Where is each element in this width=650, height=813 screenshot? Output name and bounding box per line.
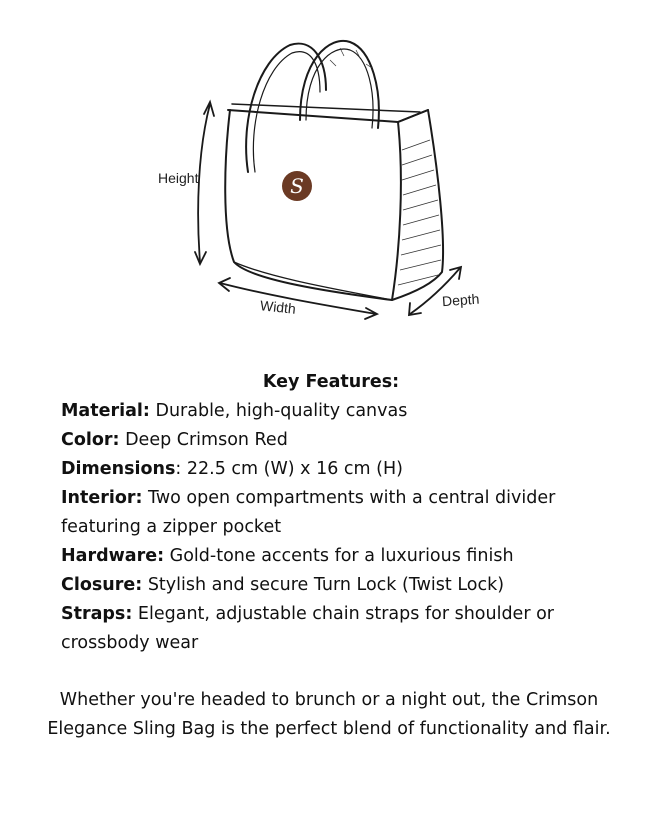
bag-illustration [0, 0, 650, 340]
feature-value: Stylish and secure Turn Lock (Twist Lock) [142, 575, 505, 595]
feature-value: Durable, high-quality canvas [149, 401, 408, 421]
width-arrow [220, 283, 376, 314]
height-arrow [198, 104, 210, 262]
feature-label: Hardware: [61, 546, 165, 566]
feature-label: Material: [61, 401, 150, 421]
feature-label: Color: [61, 430, 120, 450]
feature-material [61, 397, 601, 426]
feature-interior [61, 484, 601, 542]
brand-logo-letter: S [290, 174, 304, 198]
key-features-title: Key Features: [262, 372, 400, 392]
feature-label: Closure: [61, 575, 143, 595]
feature-value: Deep Crimson Red [119, 430, 288, 450]
feature-value: Gold-tone accents for a luxurious finish [164, 546, 514, 566]
feature-value: Elegant, adjustable chain straps for shoulder or crossbody wear [61, 604, 554, 653]
feature-straps [61, 600, 601, 658]
width-label: Width [259, 297, 297, 317]
closing-paragraph: Whether you're headed to brunch or a night out, the Crimson Elegance Sling Bag is the perfect blend of functionality and flair. [47, 690, 611, 739]
feature-label: Straps: [61, 604, 133, 624]
feature-closure [61, 571, 601, 600]
key-features-section [61, 368, 601, 658]
bag-front-panel [225, 110, 401, 300]
depth-label: Depth [441, 290, 480, 310]
feature-label: Interior: [61, 488, 143, 508]
feature-hardware [61, 542, 601, 571]
feature-label: Dimensions [61, 459, 176, 479]
height-label: Height [158, 170, 199, 186]
feature-dimensions [61, 455, 601, 484]
feature-color [61, 426, 601, 455]
feature-value: Two open compartments with a central divider featuring a zipper pocket [61, 488, 556, 537]
feature-value: : 22.5 cm (W) x 16 cm (H) [175, 459, 403, 479]
